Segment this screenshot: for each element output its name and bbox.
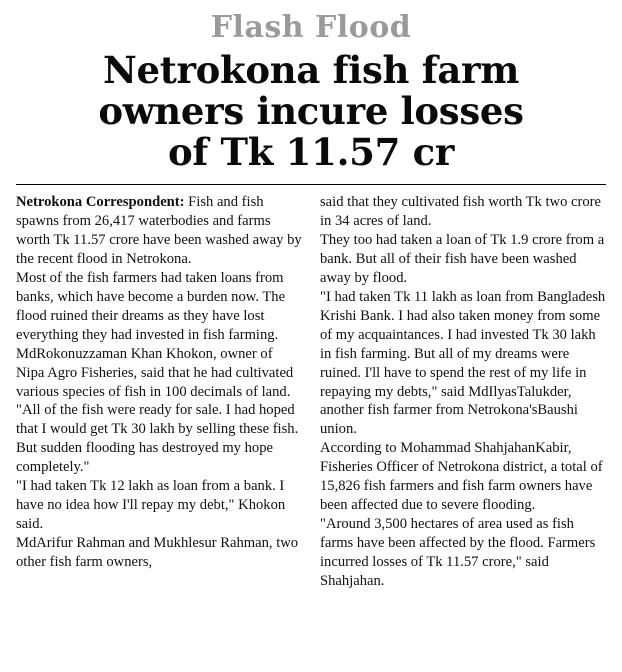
paragraph: According to Mohammad ShahjahanKabir, Fisheries Officer of Netrokona district, a total of 15,826 fish farmers and fish farm owners have been affected due to severe flooding.	[320, 440, 603, 514]
paragraph: Most of the fish farmers had taken loans from banks, which have become a burden now. The flood ruined their dreams as they have lost everything they had invested in fish farming.	[16, 269, 286, 343]
article-kicker: Flash Flood	[210, 10, 412, 45]
byline: Netrokona Correspondent:	[16, 193, 185, 210]
paragraph: MdRokonuzzaman Khan Khokon, owner of Nipa Agro Fisheries, said that he had cultivated various species of fish in 100 decimals of land. "All of the fish were ready for sale. I had hoped that I would get Tk 30 lakh by selling these fish. But sudden flooding has destroyed my hope completely."	[16, 345, 299, 476]
headline-line-1: Netrokona fish farm	[102, 47, 520, 92]
paragraph: "Around 3,500 hectares of area used as fish farms have been affected by the flood. Farmers incurred losses of Tk 11.57 crore," said Shahjahan.	[320, 516, 596, 590]
headline-divider	[16, 184, 606, 185]
paragraph: "I had taken Tk 11 lakh as loan from Bangladesh Krishi Bank. I had also taken money from some of my acquaintances. I had invested Tk 30 lakh in fish farming. But all of my dreams were ruined. I'll have to spend the rest of my life in repaying my debts," said MdIlyasTalukder, another fish farmer from Netrokona'sBaushi union.	[320, 288, 606, 438]
headline-line-3: of Tk 11.57 cr	[167, 130, 455, 175]
right-column	[320, 193, 606, 591]
article-body	[16, 193, 606, 591]
paragraph: "I had taken Tk 12 lakh as loan from a bank. I have no idea how I'll repay my debt," Khokon said.	[16, 478, 286, 533]
paragraph: said that they cultivated fish worth Tk two crore in 34 acres of land.	[320, 193, 601, 229]
headline-line-2: owners incure losses	[98, 88, 524, 133]
left-column	[16, 193, 302, 572]
paragraph: They too had taken a loan of Tk 1.9 crore from a bank. But all of their fish have been washed away by flood.	[320, 231, 605, 286]
paragraph-text: Fish and fish spawns from 26,417 waterbodies and farms worth Tk 11.57 crore have been washed away by the recent flood in Netrokona.	[16, 193, 302, 267]
paragraph	[16, 193, 302, 269]
paragraph: MdArifur Rahman and Mukhlesur Rahman, two other fish farm owners,	[16, 535, 299, 571]
article-headline	[16, 47, 606, 175]
